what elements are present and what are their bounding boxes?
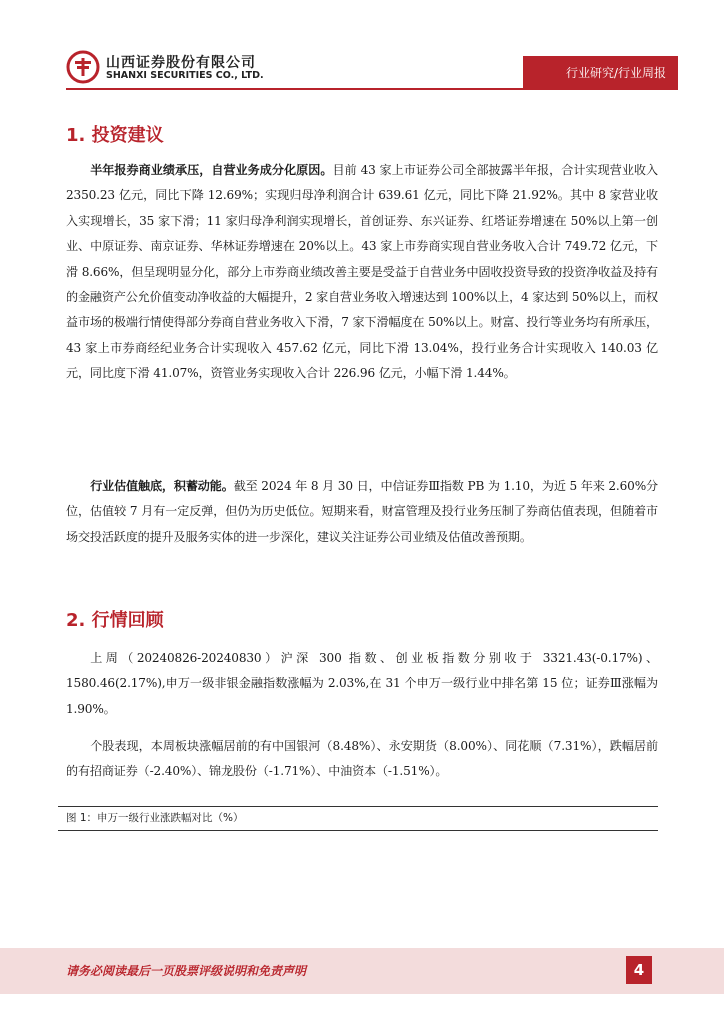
report-category-tab <box>523 56 678 88</box>
company-logo-icon <box>66 50 100 84</box>
paragraph-body: 目前 43 家上市证券公司全部披露半年报，合计实现营业收入 2350.23 亿元，同比下降 12.69%；实现归母净利润合计 639.61 亿元，同比下降 21.92%。其中 8 家营业收入实现增长，35 家下滑；11 家归母净利润实现增长，首创证券、东兴证券、红塔证券增速在 50%以上第一创业、中原证券、南京证券、华林证券增速在 20%以上。43 家上市券商实现自营业务收入合计 749.72 亿元，下滑 8.66%，但呈现明显分化，部分上市券商业绩改善主要是受益于自营业务中固收投资导致的投资净收益及持有的金融资产公允价值变动净收益的大幅提升，2 家自营业务收入增速达到 100%以上，4 家达到 50%以上，而权益市场的极端行情使得部分券商自营业务收入下滑，7 家下滑幅度在 50%以上。财富、投行等业务均有所承压，43 家上市券商经纪业务合计实现收入 457.62 亿元，同比下滑 13.04%，投行业务合计实现收入 140.03 亿元，同比度下滑 41.07%，资管业务实现收入合计 226.96 亿元，小幅下滑 1.44%。 <box>66 163 658 381</box>
header-divider <box>66 88 678 90</box>
page-header <box>0 0 724 96</box>
company-name-en: SHANXI SECURITIES CO., LTD. <box>106 70 264 81</box>
paragraph-earnings <box>66 158 658 387</box>
figure-caption: 图 1：申万一级行业涨跌幅对比（%） <box>66 812 244 824</box>
figure-top-rule <box>58 806 658 807</box>
section-title-investment-advice: 1. 投资建议 <box>66 125 164 146</box>
paragraph-lead: 半年报券商业绩承压，自营业务成分化原因。 <box>90 163 333 177</box>
paragraph-body: 个股表现，本周板块涨幅居前的有中国银河（8.48%）、永安期货（8.00%）、同花顺（7.31%），跌幅居前的有招商证券（-2.40%）、锦龙股份（-1.71%）、中油资本（-1.51%）。 <box>66 739 658 779</box>
footer-disclaimer: 请务必阅读最后一页股票评级说明和免责声明 <box>66 964 307 978</box>
section-title-market-review: 2. 行情回顾 <box>66 610 164 631</box>
paragraph-stock-performance <box>66 734 658 785</box>
paragraph-body: 上周（20240826-20240830）沪深 300 指数、创业板指数分别收于 3321.43(-0.17%)、1580.46(2.17%),申万一级非银金融指数涨幅为 2.03%,在 31 个申万一级行业中排名第 15 位；证券Ⅲ涨幅为 1.90%。 <box>66 651 658 716</box>
paragraph-market-indices <box>66 646 658 722</box>
page-number: 4 <box>626 956 652 984</box>
paragraph-valuation <box>66 474 658 550</box>
figure-bottom-rule <box>58 830 658 831</box>
report-category-label: 行业研究/行业周报 <box>565 66 666 80</box>
paragraph-lead: 行业估值触底，积蓄动能。 <box>90 479 234 493</box>
paragraph-body: 截至 2024 年 8 月 30 日，中信证券Ⅲ指数 PB 为 1.10，为近 5 年来 2.60%分位，估值较 7 月有一定反弹，但仍为历史低位。短期来看，财富管理及投行业务压制了券商估值表现，但随着市场交投活跃度的提升及服务实体的进一步深化，建议关注证券公司业绩及估值改善预期。 <box>66 479 658 544</box>
company-name-cn: 山西证券股份有限公司 <box>106 55 256 71</box>
